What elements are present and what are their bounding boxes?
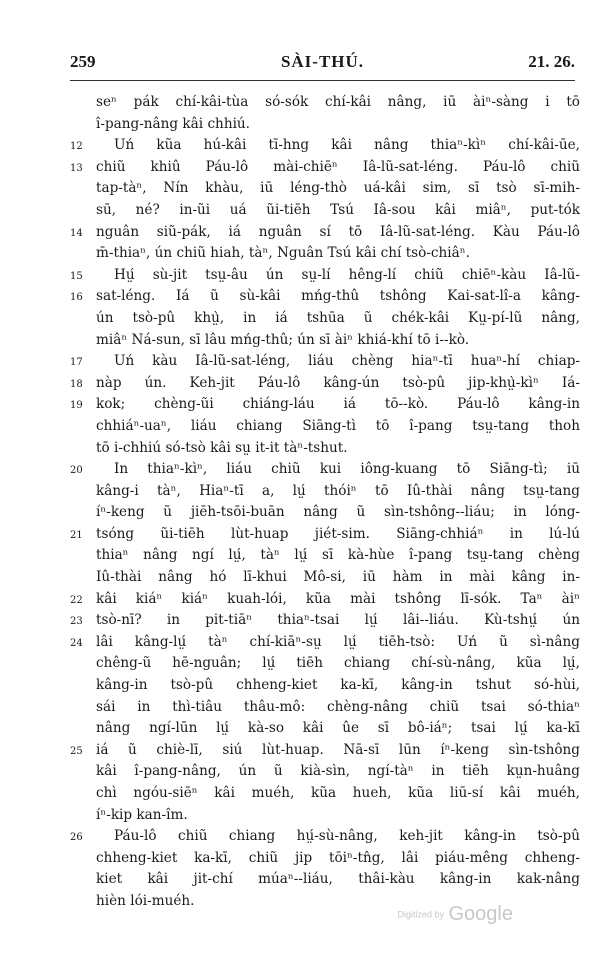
line-text: nâng ngí-lūn lṳ́ kà-so kâi ûe sī bô-iáⁿ; tsai lṳ́ ka-kī xyxy=(96,720,580,737)
line-text: sat-léng. Iá ũ sù-kâi mńg-thû tshông Kai-sat-lî-a kâng- xyxy=(96,288,580,305)
text-line xyxy=(0,545,615,567)
text-line xyxy=(0,740,615,762)
text-line xyxy=(0,805,615,827)
line-text: chhiáⁿ-uaⁿ, liáu chiang Siāng-tì tō î-pang tsṳ-tang thoh xyxy=(96,417,580,434)
line-text: î-pang-nâng kâi chhiú. xyxy=(96,115,250,132)
text-line xyxy=(0,222,615,244)
text-line xyxy=(0,481,615,503)
text-line xyxy=(0,394,615,416)
digitized-watermark xyxy=(398,903,513,926)
line-text: tap-tàⁿ, Nín khàu, iū léng-thò uá-kâi sim, sī tsò sī-mih- xyxy=(96,180,580,197)
text-line xyxy=(0,114,615,136)
text-line xyxy=(0,416,615,438)
verse-number: 19 xyxy=(70,400,83,412)
line-text: Uń kàu Iâ-lũ-sat-léng, liáu chèng hiaⁿ-tī huaⁿ-hí chiap- xyxy=(114,353,580,370)
line-text: kâi kiáⁿ kiáⁿ kuah-lói, kũa mài tshông lī-sók. Taⁿ àiⁿ xyxy=(96,590,580,607)
text-line xyxy=(0,308,615,330)
line-text: kâi î-pang-nâng, ún ũ kià-sìn, ngí-tàⁿ in tiēh kṳn-huâng xyxy=(96,763,580,780)
line-text: miâⁿ Ná-sun, sī lâu mńg-thû; ún sī àiⁿ khiá-khí tō i--kò. xyxy=(96,331,470,348)
verse-number: 23 xyxy=(70,616,83,628)
line-text: Hṳ́ sù-jit tsṳ-âu ún sṳ-lí hêng-lí chiũ chiēⁿ-kàu Iâ-lũ- xyxy=(114,266,580,283)
line-text: lâi kâng-lṳ́ tàⁿ chí-kiāⁿ-sṳ lṳ́ tiēh-tsò: Uń ũ sì-nâng xyxy=(96,633,580,650)
page-number: 259 xyxy=(70,52,96,71)
text-line xyxy=(0,632,615,654)
verse-number: 21 xyxy=(70,529,83,541)
line-text: kok; chèng-ũi chiáng-láu iá tō--kò. Páu-lô kâng-in xyxy=(96,396,580,413)
text-line xyxy=(0,761,615,783)
line-text: íⁿ-kip kan-îm. xyxy=(96,806,188,823)
text-line xyxy=(0,826,615,848)
line-text: nàp ún. Keh-jit Páu-lô kâng-ún tsò-pû jip-khṳ̀-kìⁿ Iá- xyxy=(96,374,580,391)
line-text: íⁿ-keng ũ jiēh-tsōi-buān nâng ũ sìn-tshông--liáu; in lóng- xyxy=(96,504,580,521)
verse-number: 16 xyxy=(70,292,83,304)
google-logo: Google xyxy=(448,903,513,925)
text-line xyxy=(0,157,615,179)
line-text: Uń kũa hú-kâi tī-hng kâi nâng thiaⁿ-kìⁿ chí-kâi-ūe, xyxy=(114,137,580,154)
text-line xyxy=(0,243,615,265)
text-line xyxy=(0,178,615,200)
line-text: chiũ khiû Páu-lô mài-chiēⁿ Iâ-lũ-sat-léng. Páu-lô chiũ xyxy=(96,158,580,175)
text-line xyxy=(0,891,615,913)
verse-number: 13 xyxy=(70,162,83,174)
verse-number: 17 xyxy=(70,357,83,369)
verse-number: 22 xyxy=(70,594,83,606)
line-text: kâng-in tsò-pû chheng-kiet ka-kī, kâng-in tshut só-hùi, xyxy=(96,677,580,694)
line-text: tsóng ũi-tiēh lùt-huap jiét-sim. Siāng-chhiáⁿ in lú-lú xyxy=(96,525,580,542)
line-text: Páu-lô chiũ chiang hṳ́-sù-nâng, keh-jit kâng-in tsò-pû xyxy=(114,828,580,845)
line-text: kâng-i tàⁿ, Hiaⁿ-tī a, lṳ́ thóiⁿ tō Iû-thài nâng tsṳ-tang xyxy=(96,482,580,499)
line-text: thiaⁿ nâng ngí lṳ́, tàⁿ lṳ́ sī kà-hùe î-pang tsṳ-tang chèng xyxy=(96,547,580,564)
text-line xyxy=(0,330,615,352)
running-title: SÀI-THÚ. xyxy=(280,52,365,71)
text-line xyxy=(0,502,615,524)
verse-number: 25 xyxy=(70,745,83,757)
text-line xyxy=(0,610,615,632)
text-line xyxy=(0,438,615,460)
text-line xyxy=(0,92,615,114)
verse-number: 24 xyxy=(70,637,83,649)
text-line xyxy=(0,869,615,891)
text-line xyxy=(0,653,615,675)
verse-number: 15 xyxy=(70,270,83,282)
text-line xyxy=(0,675,615,697)
body-text xyxy=(0,92,615,913)
line-text: chì ngóu-siēⁿ kâi muéh, kũa hueh, kũa liū-sí kâi muéh, xyxy=(96,785,580,801)
text-line xyxy=(0,459,615,481)
line-text: tō i-chhiú só-tsò kâi sṳ it-it tàⁿ-tshut. xyxy=(96,439,348,456)
text-line xyxy=(0,200,615,222)
line-text: chêng-ũ hē-nguân; lṳ́ tiēh chiang chí-sù-nâng, kũa lṳ́, xyxy=(96,655,580,672)
line-text: iá ũ chiè-lī, siú lùt-huap. Nā-sī lūn íⁿ-keng sìn-tshông xyxy=(96,741,580,758)
line-text: ún tsò-pû khṳ̀, in iá tshūa ũ chék-kâi Kṳ-pí-lũ nâng, xyxy=(96,309,580,326)
text-line xyxy=(0,718,615,740)
text-line xyxy=(0,524,615,546)
line-text: seⁿ pák chí-kâi-tùa só-sók chí-kâi nâng, iū àiⁿ-sàng i tō xyxy=(96,94,580,110)
line-text: sū, né? in-ũi uá ũi-tiēh Tsú Iâ-sou kâi miâⁿ, put-tók xyxy=(96,201,580,218)
line-text: chheng-kiet ka-kī, chiũ jip tōiⁿ-tn̂g, lâi piáu-mêng chheng- xyxy=(96,849,580,866)
page-header xyxy=(70,52,575,74)
text-line xyxy=(0,589,615,611)
text-line xyxy=(0,351,615,373)
text-line xyxy=(0,783,615,805)
line-text: sái in thì-tiâu thâu-mô: chèng-nâng chiũ tsai só-thiaⁿ xyxy=(96,698,580,715)
line-text: Iû-thài nâng hó lī-khui Mô-si, iū hàm in mài kâng in- xyxy=(96,569,580,586)
text-line xyxy=(0,265,615,287)
verse-number: 26 xyxy=(70,832,83,844)
text-line xyxy=(0,286,615,308)
watermark-prefix: Digitized by xyxy=(397,909,445,920)
text-line xyxy=(0,697,615,719)
text-line xyxy=(0,848,615,870)
line-text: hièn lói-muéh. xyxy=(96,892,195,909)
line-text: nguân siũ-pák, iá nguân sí tō Iâ-lũ-sat-léng. Kàu Páu-lô xyxy=(96,223,580,240)
verse-number: 18 xyxy=(70,378,83,390)
text-line xyxy=(0,567,615,589)
verse-number: 12 xyxy=(70,141,83,153)
header-rule xyxy=(70,80,575,81)
line-text: In thiaⁿ-kìⁿ, liáu chiũ kui iông-kuang tō Siāng-tì; iū xyxy=(114,461,580,478)
chapter-verse-reference: 21. 26. xyxy=(528,52,575,71)
text-line xyxy=(0,373,615,395)
line-text: kiet kâi jit-chí múaⁿ--liáu, thâi-kàu kâng-in kak-nâng xyxy=(96,871,580,888)
line-text: tsò-nī? in pit-tiāⁿ thiaⁿ-tsai lṳ́ lâi--liáu. Kù-tshṳ́ ún xyxy=(96,612,580,629)
verse-number: 14 xyxy=(70,227,83,239)
text-line xyxy=(0,135,615,157)
line-text: m̄-thiaⁿ, ún chiũ hiah, tàⁿ, Nguân Tsú kâi chí tsò-chiâⁿ. xyxy=(96,245,470,262)
verse-number: 20 xyxy=(70,465,83,477)
